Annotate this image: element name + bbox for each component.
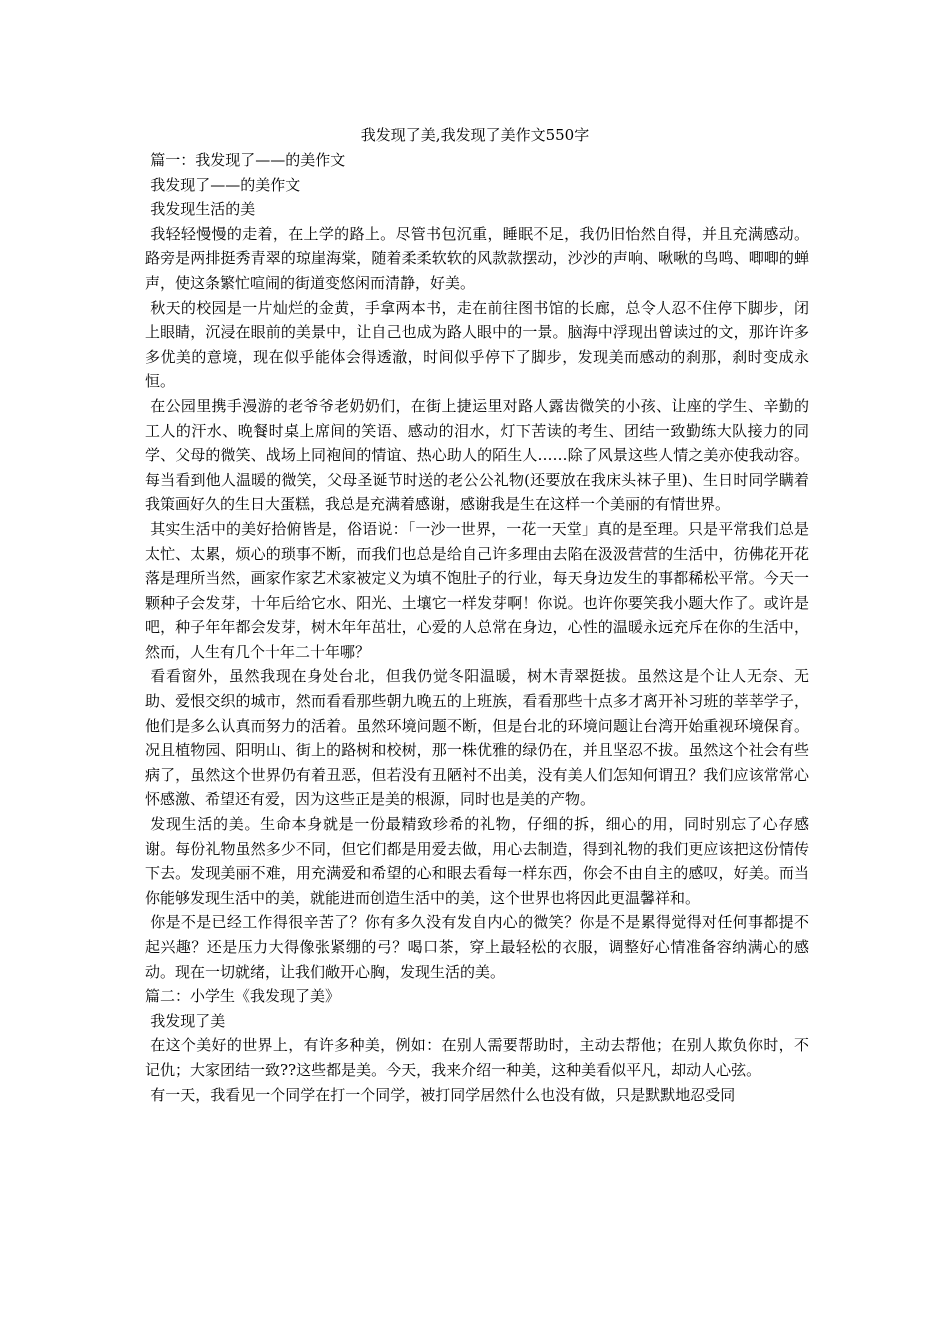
paragraph: 其实生活中的美好拾俯皆是，俗语说：「一沙一世界，一花一天堂」真的是至理。只是平常我们总是太忙、太累，烦心的琐事不断，而我们也总是给自己许多理由去陷在汲汲营营的生活中，彷佛花开花落是理所当然，画家作家艺术家被定义为填不饱肚子的行业，每天身边发生的事都稀松平常。今天一颗种子会发芽，十年后给它水、阳光、土壤它一样发芽啊！你说。也许你要笑我小题大作了。或许是吧，种子年年都会发芽，树木年年茁壮，心爱的人总常在身边，心性的温暖永远充斥在你的生活中，然而，人生有几个十年二十年哪？ — [145, 519, 809, 661]
paragraph: 发现生活的美。生命本身就是一份最精致珍希的礼物，仔细的拆，细心的用，同时别忘了心存感谢。每份礼物虽然多少不同，但它们都是用爱去做，用心去制造，得到礼物的我们更应该把这份情传下去。发现美丽不难，用充满爱和希望的心和眼去看每一样东西，你会不由自主的感叹，好美。而当你能够发现生活中的美，就能进而创造生活中的美，这个世界也将因此更温馨祥和。 — [145, 815, 809, 907]
paragraph: 有一天，我看见一个同学在打一个同学，被打同学居然什么也没有做，只是默默地忍受同 — [150, 1085, 736, 1104]
paragraph: 在这个美好的世界上，有许多种美，例如：在别人需要帮助时，主动去帮他；在别人欺负你时，不记仇；大家团结一致??这些都是美。今天，我来介绍一种美，这种美看似平凡，却动人心弦。 — [145, 1036, 809, 1079]
essay-subtitle: 我发现生活的美 — [150, 200, 256, 219]
section-heading-1: 篇一：我发现了——的美作文 — [150, 151, 346, 169]
paragraph: 秋天的校园是一片灿烂的金黄，手拿两本书，走在前往图书馆的长廊，总令人忍不住停下脚步，闭上眼睛，沉浸在眼前的美景中，让自己也成为路人眼中的一景。脑海中浮现出曾读过的文，那许许多多优美的意境，现在似乎能体会得透澈，时间似乎停下了脚步，发现美而感动的刹那，刹时变成永恒。 — [145, 298, 809, 391]
paragraph: 看看窗外，虽然我现在身处台北，但我仍觉冬阳温暖，树木青翠挺拔。虽然这是个让人无奈、无助、爱恨交织的城市，然而看看那些朝九晚五的上班族，看看那些十点多才离开补习班的莘莘学子，他们是多么认真而努力的活着。虽然环境问题不断，但是台北的环境问题让台湾开始重视环境保育。况且植物园、阳明山、街上的路树和校树，那一株优雅的绿仍在，并且坚忍不拔。虽然这个社会有些病了，虽然这个世界仍有着丑恶，但若没有丑陋衬不出美，没有美人们怎知何谓丑？我们应该常常心怀感激、希望还有爱，因为这些正是美的根源，同时也是美的产物。 — [145, 667, 809, 809]
document-body — [145, 148, 809, 1107]
essay-title: 我发现了——的美作文 — [150, 175, 301, 194]
paragraph: 你是不是已经工作得很辛苦了？你有多久没有发自内心的微笑？你是不是累得觉得对任何事都提不起兴趣？还是压力大得像张紧绷的弓？喝口茶，穿上最轻松的衣服，调整好心情准备容纳满心的感动。现在一切就绪，让我们敞开心胸，发现生活的美。 — [145, 913, 809, 981]
document-title: 我发现了美,我发现了美作文550字 — [360, 126, 590, 144]
section-heading-2: 篇二：小学生《我发现了美》 — [145, 987, 341, 1006]
essay-title-2: 我发现了美 — [150, 1011, 226, 1030]
paragraph: 我轻轻慢慢的走着，在上学的路上。尽管书包沉重，睡眠不足，我仍旧怡然自得，并且充满感动。路旁是两排挺秀青翠的琼崖海棠，随着柔柔软软的风款款摆动，沙沙的声响、啾啾的鸟鸣、唧唧的蝉声，使这条繁忙喧闹的街道变悠闲而清静，好美。 — [145, 224, 809, 292]
paragraph: 在公园里携手漫游的老爷爷老奶奶们，在街上捷运里对路人露齿微笑的小孩、让座的学生、辛勤的工人的汗水、晚餐时桌上席间的笑语、感动的泪水，灯下苦读的考生、团结一致勤练大队接力的同学、父母的微笑、战场上同袍间的情谊、热心助人的陌生人……除了风景这些人情之美亦使我动容。每当看到他人温暖的微笑，父母圣诞节时送的老公公礼物(还要放在我床头袜子里)、生日时同学瞒着我策画好久的生日大蛋糕，我总是充满着感谢，感谢我是生在这样一个美丽的有情世界。 — [145, 396, 809, 514]
